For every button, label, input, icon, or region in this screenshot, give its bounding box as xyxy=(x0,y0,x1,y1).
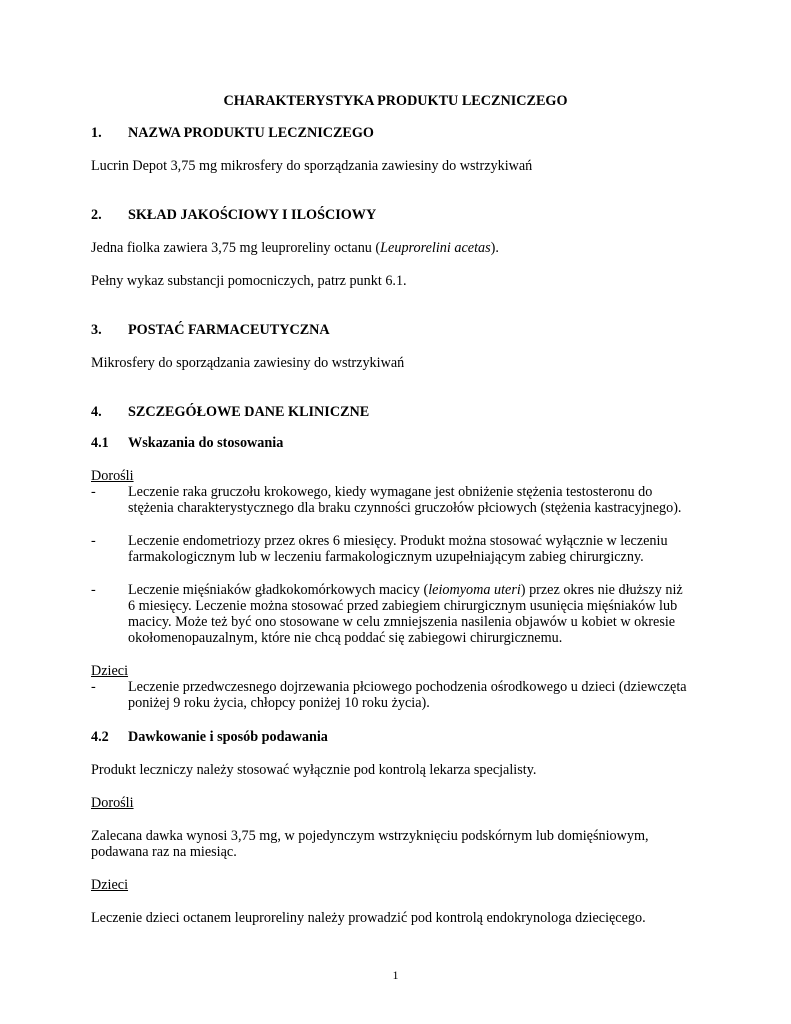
section-2-title: SKŁAD JAKOŚCIOWY I ILOŚCIOWY xyxy=(128,207,377,223)
dosage-adults-line-2: podawana raz na miesiąc. xyxy=(91,844,237,860)
section-3-number: 3. xyxy=(91,322,102,338)
page-number: 1 xyxy=(392,968,399,982)
section-3-text: Mikrosfery do sporządzania zawiesiny do wstrzykiwań xyxy=(91,355,405,371)
list-item-4-line-1: Leczenie przedwczesnego dojrzewania płciowego pochodzenia ośrodkowego u dzieci (dziewczęta xyxy=(128,679,687,695)
list-item-2-line-2: farmakologicznym lub w leczeniu farmakologicznym uzupełniającym zabieg chirurgiczny. xyxy=(128,549,644,565)
list-bullet: - xyxy=(91,533,96,549)
section-4-1-title: Wskazania do stosowania xyxy=(128,435,284,451)
dosage-adults-line-1: Zalecana dawka wynosi 3,75 mg, w pojedynczym wstrzyknięciu podskórnym lub domięśniowym, xyxy=(91,828,649,844)
list-item-3-line-4: okołomenopauzalnym, które nie chcą poddać się zabiegowi chirurgicznemu. xyxy=(128,630,563,646)
section-2-number: 2. xyxy=(91,207,102,223)
section-1-number: 1. xyxy=(91,125,102,141)
list-item-2-line-1: Leczenie endometriozy przez okres 6 miesięcy. Produkt można stosować wyłącznie w leczeniu xyxy=(128,533,668,549)
section-4-2-title: Dawkowanie i sposób podawania xyxy=(128,729,328,745)
list-item-1-line-1: Leczenie raka gruczołu krokowego, kiedy wymagane jest obniżenie stężenia testosteronu do xyxy=(128,484,653,500)
document-title: CHARAKTERYSTYKA PRODUKTU LECZNICZEGO xyxy=(223,93,568,109)
section-1-text: Lucrin Depot 3,75 mg mikrosfery do sporządzania zawiesiny do wstrzykiwań xyxy=(91,158,533,174)
section-4-1-number: 4.1 xyxy=(91,435,109,451)
section-1-title: NAZWA PRODUKTU LECZNICZEGO xyxy=(128,125,374,141)
section-2-text-a: Jedna fiolka zawiera 3,75 mg leuproreliny octanu (Leuprorelini acetas). xyxy=(91,240,499,256)
subheading-adults: Dorośli xyxy=(91,795,134,811)
section-2-text-b: Pełny wykaz substancji pomocniczych, patrz punkt 6.1. xyxy=(91,273,407,289)
list-item-3-line-2: 6 miesięcy. Leczenie można stosować przed zabiegiem chirurgicznym usunięcia mięśniaków lub xyxy=(128,598,678,614)
list-bullet: - xyxy=(91,679,96,695)
list-item-4-line-2: poniżej 9 roku życia, chłopcy poniżej 10 roku życia). xyxy=(128,695,430,711)
section-4-2-number: 4.2 xyxy=(91,729,109,745)
list-bullet: - xyxy=(91,582,96,598)
subheading-children: Dzieci xyxy=(91,877,129,893)
section-4-number: 4. xyxy=(91,404,102,420)
section-4-2-intro: Produkt leczniczy należy stosować wyłącznie pod kontrolą lekarza specjalisty. xyxy=(91,762,537,778)
latin-name: Leuprorelini acetas xyxy=(380,240,491,256)
list-item-1-line-2: stężenia charakterystycznego dla braku czynności gruczołów płciowych (stężenia kastracyjnego). xyxy=(128,500,682,516)
subheading-children: Dzieci xyxy=(91,663,129,679)
subheading-adults: Dorośli xyxy=(91,468,134,484)
section-3-title: POSTAĆ FARMACEUTYCZNA xyxy=(128,322,330,338)
list-item-3-line-1: Leczenie mięśniaków gładkokomórkowych macicy (leiomyoma uteri) przez okres nie dłuższy niż xyxy=(128,582,683,598)
latin-name: leiomyoma uteri xyxy=(428,582,521,598)
list-bullet: - xyxy=(91,484,96,500)
list-item-3-line-3: macicy. Może też być ono stosowane w celu zmniejszenia nasilenia objawów u kobiet w okresie xyxy=(128,614,676,630)
dosage-children-text: Leczenie dzieci octanem leuproreliny należy prowadzić pod kontrolą endokrynologa dziecięcego. xyxy=(91,910,646,926)
section-4-title: SZCZEGÓŁOWE DANE KLINICZNE xyxy=(128,404,370,420)
